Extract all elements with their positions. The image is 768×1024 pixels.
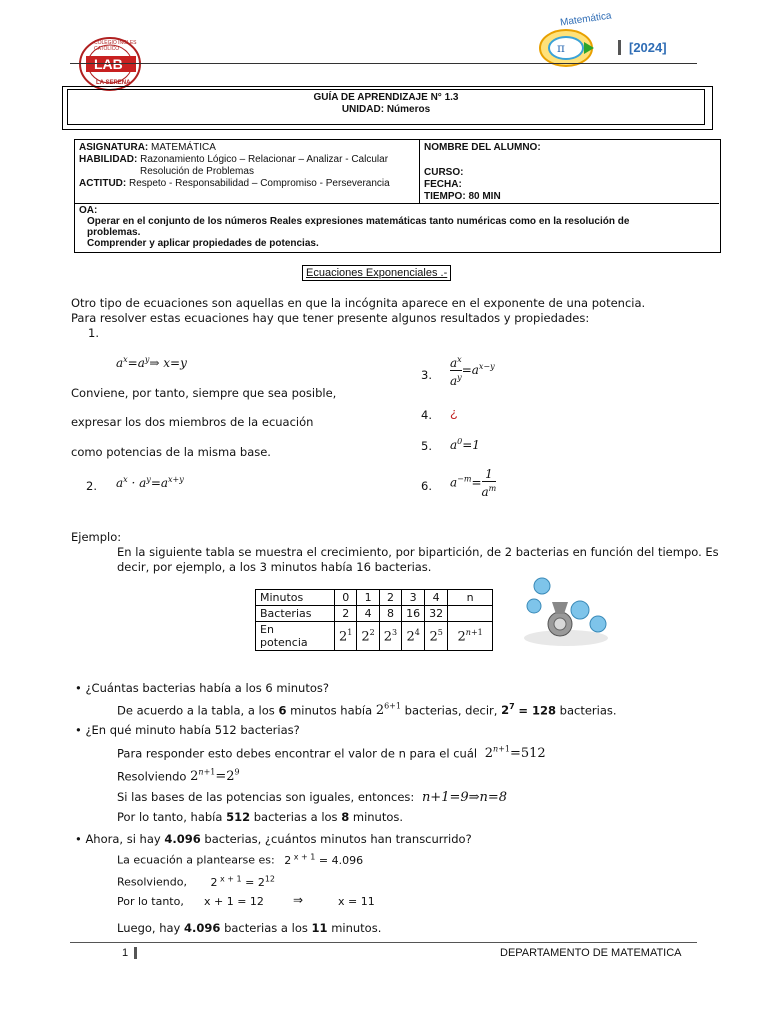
property-number-4: 4. [421,408,432,422]
table-cell [448,606,493,622]
answer-1-power: $2^{6+1}$ [375,702,401,719]
answer-3-equation: 2 $^{x + 1}$ = 4.096 [284,852,364,867]
tiempo-label: TIEMPO: 80 MIN [424,191,501,202]
answer-2-line-2 [117,768,240,784]
property-1-formula: $a^x=a^y\Rightarrow$ x=y [116,355,187,370]
answer-1-six: 6 [278,703,287,718]
table-cell: 2 [335,606,357,622]
question-3-post: bacterias, ¿cuántos minutos han transcurrido? [204,832,472,846]
oa-line-1: Operar en el conjunto de los números Reales expresiones matemáticas tanto numéricas como en la resolución de [87,216,630,227]
property-number-6: 6. [421,479,432,493]
year-label: [2024] [618,40,667,55]
answer-2-resolving-equation: $2^{n+1}=2^9$ [190,768,240,785]
answer-3-line-3 [117,895,184,908]
table-cell: n [448,590,493,606]
habilidad-value-2: Resolución de Problemas [140,166,254,177]
answer-2-bases-equation: n+1=9⇒n=8 [421,790,508,805]
department-label: DEPARTAMENTO DE MATEMATICA [500,947,682,959]
fecha-label: FECHA: [424,179,462,190]
school-logo-text: LAB [94,56,123,72]
table-cell: $2^2$ [357,622,379,651]
svg-text:π: π [557,41,565,55]
footer-divider [70,942,697,943]
note-line-3: como potencias de la misma base. [71,445,271,459]
question-3-pre: • Ahora, si hay [75,832,161,846]
power-label-1: En [260,623,274,636]
table-cell [256,622,335,651]
answer-2-conclusion: Por lo tanto, había [117,810,223,824]
table-cell: 32 [425,606,448,622]
guide-title-box [67,89,705,125]
answer-1-result: = 128 [518,703,557,718]
nombre-label: NOMBRE DEL ALUMNO: [424,142,541,153]
answer-3-line-2 [117,874,275,889]
answer-3-final-4096: 4.096 [184,921,221,935]
answer-3-arrow: ⇒ [293,893,304,907]
answer-3-eq2: x = 11 [338,895,375,908]
answer-3-final-end: minutos. [331,921,382,935]
question-3 [75,832,472,846]
bacteria-table [255,589,493,651]
answer-1-text-end: bacterias. [559,703,617,718]
property-2-formula: $a^x \cdot a^y=a^{x+y}$ [116,475,184,490]
answer-1 [117,702,617,718]
oa-label: OA: [79,205,98,216]
table-row [256,622,493,651]
answer-3-resolving: Resolviendo, [117,875,187,889]
answer-3-final-mid: bacterias a los [224,921,308,935]
table-cell: 4 [357,606,379,622]
answer-2-line-3 [117,790,507,805]
answer-2-resolving: Resolviendo [117,769,187,784]
info-divider-horizontal [74,203,719,204]
curso-label: CURSO: [424,167,464,178]
property-4-symbol: ¿ [450,405,458,420]
table-cell: $2^5$ [425,622,448,651]
answer-2-conclusion-end: minutos. [352,810,404,824]
table-cell: Bacterias [256,606,335,622]
answer-1-result-power: $2^7$ [501,702,515,718]
answer-3-line-1 [117,852,363,867]
answer-3-eq1: x + 1 = 12 [204,895,264,908]
answer-2-line-1 [117,745,546,761]
note-line-2: expresar los dos miembros de la ecuación [71,415,314,429]
answer-3-resolving-equation: 2 $^{x + 1} = 2^{12}$ [210,874,276,889]
answer-1-text: De acuerdo a la tabla, a los [117,703,275,718]
table-cell: $2^4$ [402,622,425,651]
math-logo-text: Matemática [559,10,613,29]
answer-2-equation: $2^{n+1}=512$ [484,745,546,762]
table-cell: Minutos [256,590,335,606]
table-cell: 2 [379,590,401,606]
answer-3-equation-text: La ecuación a plantearse es: [117,853,275,867]
table-cell: $2^{n+1}$ [448,622,493,651]
habilidad-label: HABILIDAD: [79,154,138,165]
oa-line-3: Comprender y aplicar propiedades de potencias. [87,238,319,249]
answer-1-text-post: bacterias, decir, [404,703,498,718]
answer-2-line-4 [117,810,403,824]
table-cell: 1 [357,590,379,606]
table-cell: 16 [402,606,425,622]
section-title: Ecuaciones Exponenciales .- [302,265,451,281]
habilidad-value: Razonamiento Lógico – Relacionar – Analizar - Calcular [140,154,389,165]
guide-unit: UNIDAD: Números [341,104,431,115]
school-ring-text: COLEGIO INGLES CATOLICO [94,40,137,52]
asignatura-label: ASIGNATURA: [79,142,149,153]
example-line-1: En la siguiente tabla se muestra el crecimiento, por bipartición, de 2 bacterias en función del tiempo. Es [117,545,719,559]
note-line-1: Conviene, por tanto, siempre que sea posible, [71,386,337,400]
example-line-2: decir, por ejemplo, a los 3 minutos había 16 bacterias. [117,560,432,574]
table-cell: 0 [335,590,357,606]
answer-2-conclusion-8: 8 [341,810,350,824]
actitud-label: ACTITUD: [79,178,127,189]
table-cell: 8 [379,606,401,622]
answer-2-conclusion-512: 512 [226,810,251,824]
table-row [256,590,493,606]
table-cell: 4 [425,590,448,606]
property-3-formula: $\frac{a^x}{a^y}$ $=a^{x-y}$ [450,355,495,388]
bacteria-illustration [520,574,612,650]
table-row [256,606,493,622]
asignatura-value: MATEMÁTICA [151,142,216,153]
oa-line-2: problemas. [87,227,141,238]
page-number: 1 [122,947,137,959]
answer-3-equation-value: = 4.096 [318,853,364,867]
info-box [74,139,721,253]
property-number-1: 1. [88,326,99,340]
property-6-formula: $a^{-m}=$ $\frac{1}{a^m}$ [450,467,497,499]
answer-3-final-11: 11 [311,921,328,935]
answer-2-conclusion-mid: bacterias a los [253,810,338,824]
header-divider [70,63,697,64]
guide-title: GUÍA DE APRENDIZAJE N° 1.3 [313,92,459,103]
question-2: • ¿En qué minuto había 512 bacterias? [75,723,300,737]
property-5-formula: $a^0=1$ [450,437,480,452]
question-3-bold: 4.096 [164,832,201,846]
intro-line-2: Para resolver estas ecuaciones hay que tener presente algunos resultados y propiedades: [71,311,590,325]
property-number-5: 5. [421,439,432,453]
table-cell: $2^1$ [335,622,357,651]
answer-3-line-4 [117,921,381,935]
power-label-2: potencia [260,636,308,649]
school-city: LA SERENA [96,80,131,86]
answer-1-text-mid: minutos había [290,703,373,718]
question-1: • ¿Cuántas bacterias había a los 6 minutos? [75,681,329,695]
intro-line-1: Otro tipo de ecuaciones son aquellas en que la incógnita aparece en el exponente de una potencia. [71,296,646,310]
answer-2-bases-text: Si las bases de las potencias son iguales, entonces: [117,790,415,804]
table-cell: $2^3$ [379,622,401,651]
actitud-value: Respeto - Responsabilidad – Compromiso - Perseverancia [129,178,390,189]
example-label: Ejemplo: [71,530,122,544]
answer-3-therefore: Por lo tanto, [117,895,184,908]
answer-3-final-pre: Luego, hay [117,921,181,935]
answer-2-text: Para responder esto debes encontrar el valor de n para el cuál [117,746,478,761]
info-divider-vertical [419,139,420,203]
property-number-2: 2. [86,479,97,493]
table-cell: 3 [402,590,425,606]
property-number-3: 3. [421,368,432,382]
